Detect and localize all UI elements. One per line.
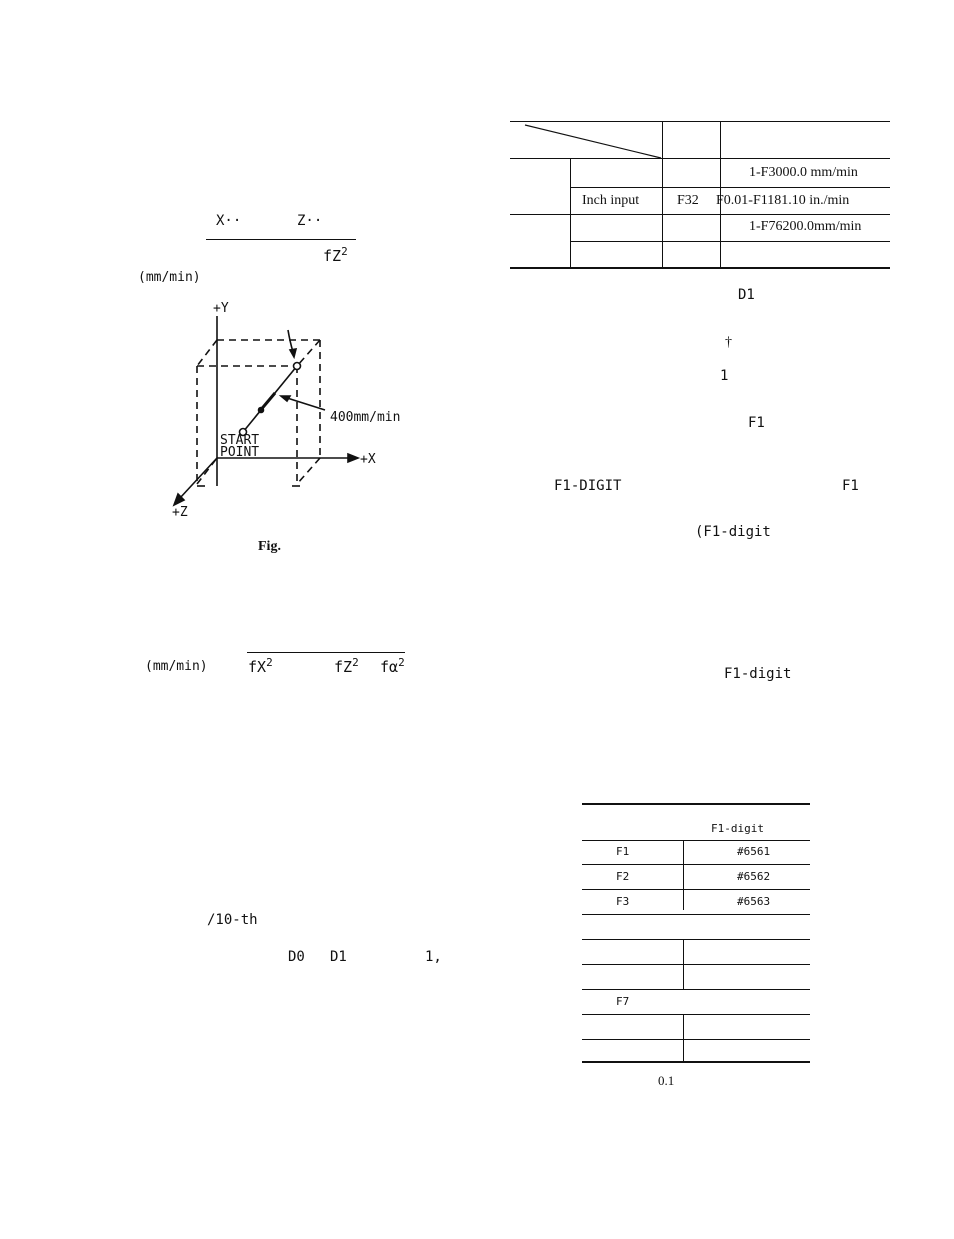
right-f1-text: F1 <box>748 415 765 431</box>
start-point-label-2: POINT <box>220 445 260 460</box>
table2-header: F1-digit <box>711 822 764 835</box>
paren-f1-digit-text: (F1-digit <box>695 524 771 540</box>
formula2-fx2-base: fX <box>248 658 267 676</box>
right-one-text: 1 <box>720 368 729 384</box>
formula2-fa2-base: fα <box>380 658 399 676</box>
table2-footnote: 0.1 <box>658 1073 675 1088</box>
figure-caption: Fig. <box>258 539 281 554</box>
table2-f7-code: F7 <box>616 995 630 1008</box>
y-axis-label: +Y <box>213 301 229 316</box>
table2-row2-code: F2 <box>616 870 630 883</box>
x-axis-label: +X <box>360 452 376 467</box>
feed-rate-label: 400mm/min <box>330 410 401 425</box>
tenth-text: /10-th <box>207 912 258 928</box>
formula2-fz2-sup: 2 <box>352 656 359 669</box>
table1-row2-mode: Inch input <box>582 193 640 208</box>
formula1-z-dots: Z·· <box>297 213 323 229</box>
right-f1-b-text: F1 <box>842 478 859 494</box>
formula2-fz2-base: fZ <box>334 658 353 676</box>
formula2-unit: (mm/min) <box>145 659 208 674</box>
d1-text: D1 <box>330 949 347 965</box>
right-d1-text: D1 <box>738 287 755 303</box>
formula1-x-dots: X·· <box>216 213 242 229</box>
f1-digit-caps-text: F1-DIGIT <box>554 478 622 494</box>
table2-row2-param: #6562 <box>737 870 771 883</box>
formula2-fx2-sup: 2 <box>266 656 273 669</box>
one-comma-text: 1, <box>425 949 442 965</box>
formula1-unit: (mm/min) <box>138 270 201 285</box>
d0-text: D0 <box>288 949 305 965</box>
formula2-fa2-sup: 2 <box>398 656 405 669</box>
table1-row1-range: 1-F3000.0 mm/min <box>749 165 858 180</box>
table2-row1-code: F1 <box>616 845 630 858</box>
table1-row3-range: 1-F76200.0mm/min <box>749 219 862 234</box>
formula1-fz2-base: fZ <box>323 247 342 265</box>
formula1-fz2-sup: 2 <box>341 245 348 258</box>
dagger-mark: † <box>725 335 732 350</box>
table1-row2-code: F32 <box>677 193 699 208</box>
start-point-label-1: START <box>220 433 260 448</box>
table1-row2-range: F0.01-F1181.10 in./min <box>716 193 850 208</box>
table2-row3-code: F3 <box>616 895 630 908</box>
f1-digit-text: F1-digit <box>724 666 792 682</box>
table2-row1-param: #6561 <box>737 845 771 858</box>
table2-row3-param: #6563 <box>737 895 771 908</box>
z-axis-label: +Z <box>172 505 188 520</box>
